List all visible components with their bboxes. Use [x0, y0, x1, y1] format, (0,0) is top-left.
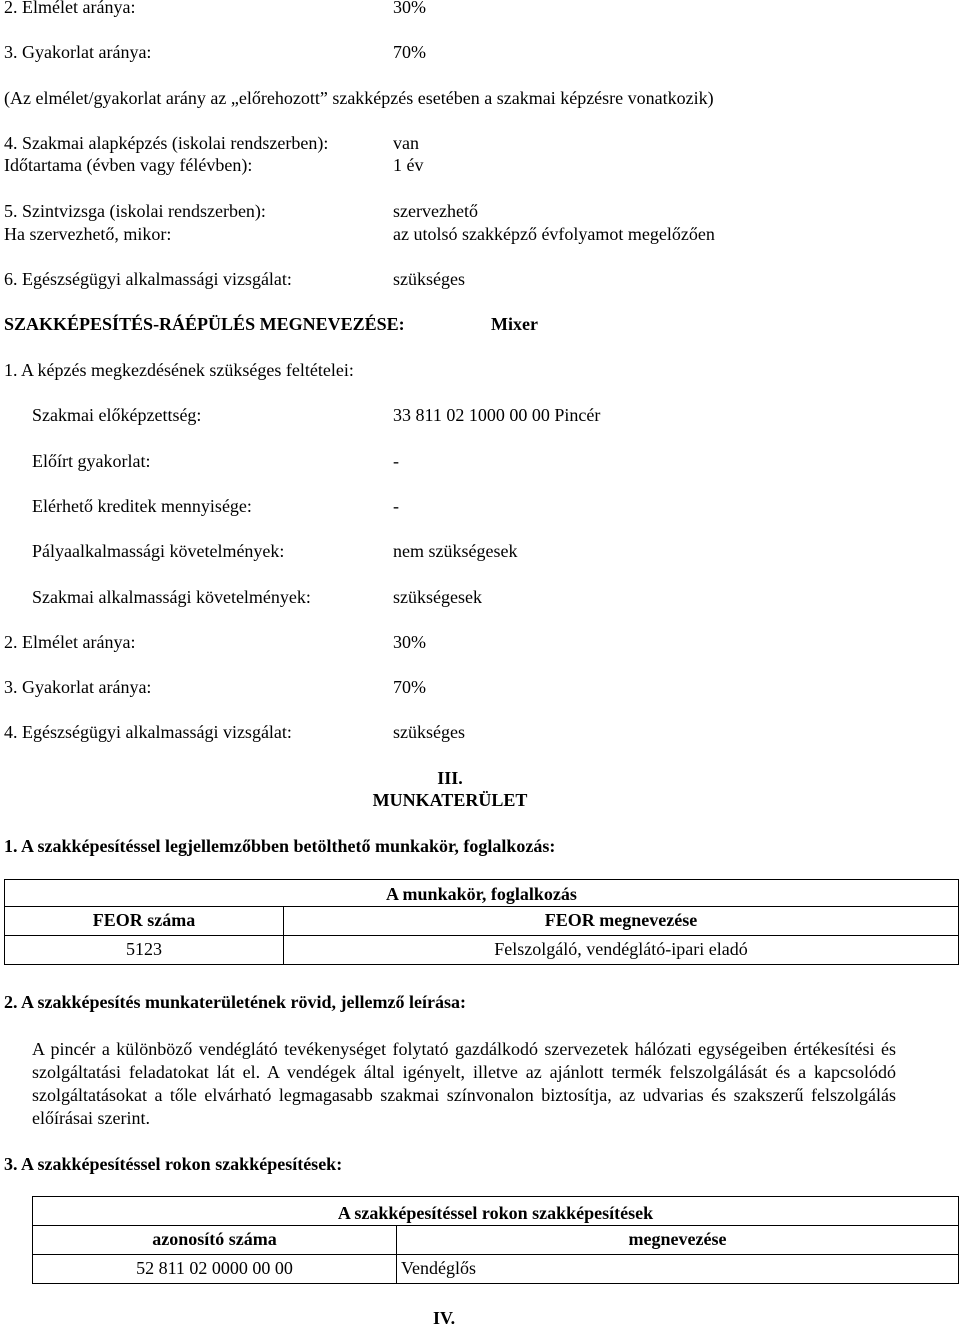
szintvizsga-mikor-label: Ha szervezhető, mikor:	[4, 224, 172, 244]
egeszsegugyi-value: szükséges	[393, 269, 465, 289]
raepules-egeszsegugyi-label: 4. Egészségügyi alkalmassági vizsgálat:	[4, 722, 292, 742]
idotartam-label: Időtartama (évben vagy félévben):	[4, 155, 253, 175]
section-iv-roman: IV.	[433, 1308, 456, 1328]
raepules-gyakorlat-value: 70%	[393, 677, 426, 697]
raepules-gyakorlat-label: 3. Gyakorlat aránya:	[4, 677, 152, 697]
szintvizsga-label: 5. Szintvizsga (iskolai rendszerben):	[4, 201, 266, 221]
raepules-heading: SZAKKÉPESÍTÉS-RÁÉPÜLÉS MEGNEVEZÉSE:	[4, 314, 405, 334]
rokon-heading: 3. A szakképesítéssel rokon szakképesítések:	[4, 1154, 343, 1174]
feltetelek-heading: 1. A képzés megkezdésének szükséges feltételei:	[4, 360, 354, 380]
feor-megnevezese-cell: Felszolgáló, vendéglátó-ipari eladó	[284, 936, 959, 965]
szakmai-alkalmassagi-value: szükségesek	[393, 587, 482, 607]
rokon-table	[32, 1196, 959, 1284]
gyakorlat-arany-value: 70%	[393, 42, 426, 62]
alapkepzes-value: van	[393, 133, 419, 153]
szintvizsga-value: szervezhető	[393, 201, 478, 221]
raepules-elmelet-label: 2. Elmélet aránya:	[4, 632, 136, 652]
elokepzettseg-value: 33 811 02 1000 00 00 Pincér	[393, 405, 601, 425]
alapkepzes-label: 4. Szakmai alapképzés (iskolai rendszerben):	[4, 133, 329, 153]
palyaalkalmassagi-value: nem szükségesek	[393, 541, 518, 561]
arany-note: (Az elmélet/gyakorlat arány az „előrehozott” szakképzés esetében a szakmai képzésre vonatkozik)	[4, 88, 714, 108]
section-iii-roman: III.	[437, 768, 463, 788]
szintvizsga-mikor-value: az utolsó szakképző évfolyamot megelőzően	[393, 224, 715, 244]
gyakorlat-arany-label: 3. Gyakorlat aránya:	[4, 42, 152, 62]
kreditek-label: Elérhető kreditek mennyisége:	[32, 496, 252, 516]
section-iii-title: MUNKATERÜLET	[372, 790, 528, 810]
kreditek-value: -	[393, 496, 399, 516]
feor-szama-cell: 5123	[5, 936, 284, 965]
elmelet-arany-value: 30%	[393, 0, 426, 17]
azonosito-szama-header: azonosító száma	[33, 1226, 397, 1255]
elmelet-arany-label: 2. Elmélet aránya:	[4, 0, 136, 17]
megnevezese-cell: Vendéglős	[397, 1255, 959, 1284]
munkaterulet-leiras: A pincér a különböző vendéglátó tevékenységet folytató gazdálkodó szervezetek hálózati egységeiben értékesítési és szolgáltatási feladatokat lát el. A vendégek által igényelt, illetve az ajánlott termék felszolgálását és a kapcsolódó szolgáltatásokat a tőle elvárható legmagasabb szakmai színvonalon biztosítja, az udvarias és szakszerű felszolgálás előírásai szerint.	[32, 1039, 896, 1128]
eloirt-gyakorlat-value: -	[393, 451, 399, 471]
munkakor-heading: 1. A szakképesítéssel legjellemzőbben betölthető munkakör, foglalkozás:	[4, 836, 556, 856]
elokepzettseg-label: Szakmai előképzettség:	[32, 405, 202, 425]
raepules-name: Mixer	[491, 314, 538, 334]
idotartam-value: 1 év	[393, 155, 424, 175]
egeszsegugyi-label: 6. Egészségügyi alkalmassági vizsgálat:	[4, 269, 292, 289]
table-row	[5, 936, 959, 965]
munkakor-table	[4, 879, 959, 965]
palyaalkalmassagi-label: Pályaalkalmassági követelmények:	[32, 541, 285, 561]
azonosito-szama-cell: 52 811 02 0000 00 00	[33, 1255, 397, 1284]
munkakor-table-caption: A munkakör, foglalkozás	[5, 880, 959, 907]
szakmai-alkalmassagi-label: Szakmai alkalmassági követelmények:	[32, 587, 311, 607]
feor-szama-header: FEOR száma	[5, 907, 284, 936]
table-row	[33, 1255, 959, 1284]
eloirt-gyakorlat-label: Előírt gyakorlat:	[32, 451, 151, 471]
rokon-table-caption: A szakképesítéssel rokon szakképesítések	[33, 1197, 959, 1226]
raepules-egeszsegugyi-value: szükséges	[393, 722, 465, 742]
feor-megnevezese-header: FEOR megnevezése	[284, 907, 959, 936]
leiras-heading: 2. A szakképesítés munkaterületének rövid, jellemző leírása:	[4, 992, 466, 1012]
raepules-elmelet-value: 30%	[393, 632, 426, 652]
megnevezese-header: megnevezése	[397, 1226, 959, 1255]
